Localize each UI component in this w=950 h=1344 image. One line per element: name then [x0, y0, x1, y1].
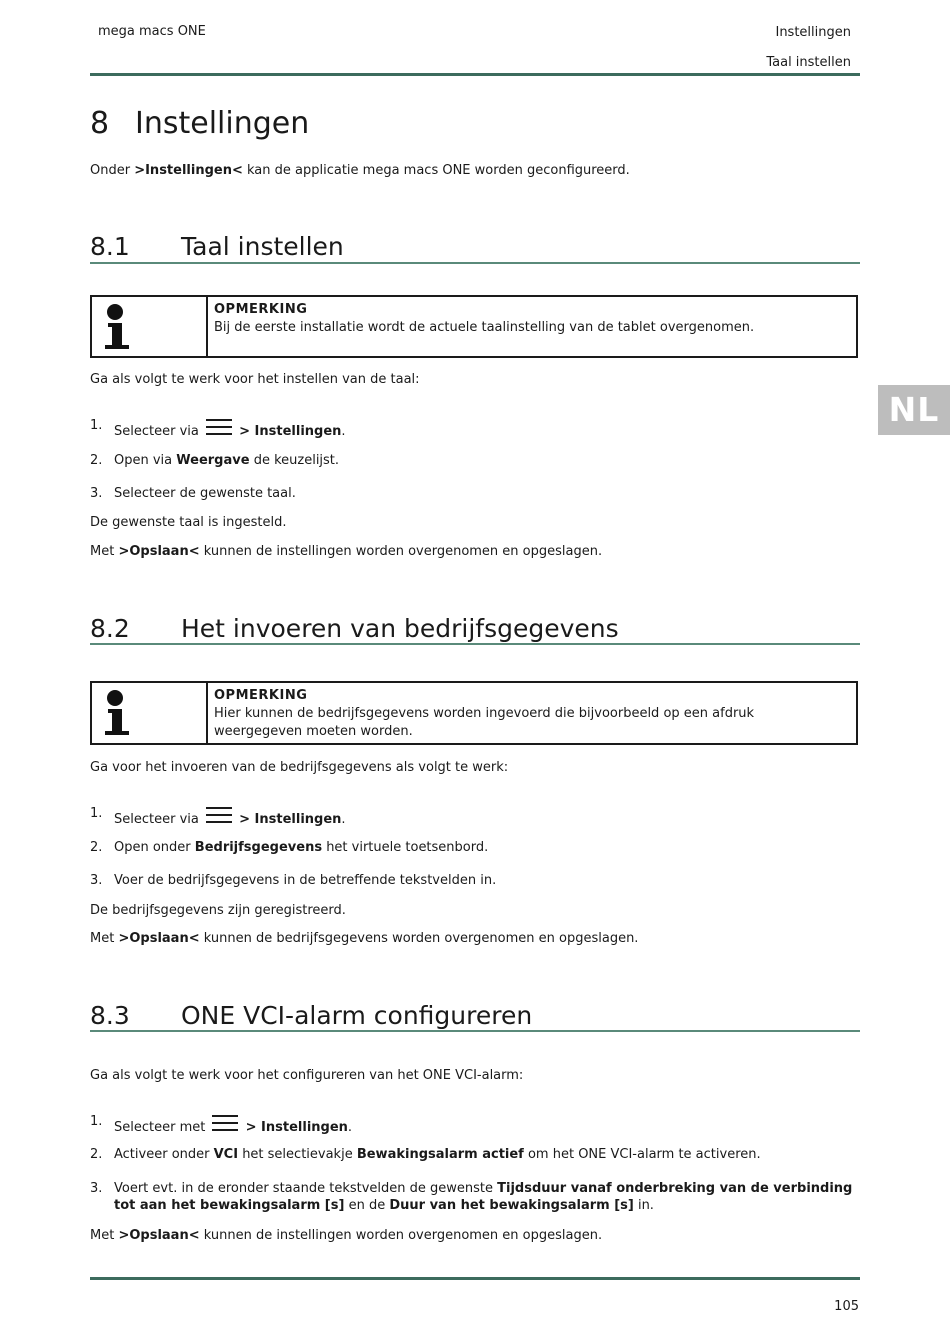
page-number: 105: [834, 1299, 859, 1314]
info-icon: [102, 689, 132, 737]
note-box: [90, 295, 858, 358]
save-text: Met >Opslaan< kunnen de instellingen worden overgenomen en opgeslagen.: [90, 544, 603, 559]
section-heading-8-2: 8.2 Het invoeren van bedrijfsgegevens: [90, 614, 619, 643]
header-section: Taal instellen: [766, 55, 851, 70]
note-text: Bij de eerste installatie wordt de actuele taalinstelling van de tablet overgenomen.: [214, 320, 755, 335]
info-icon: [102, 303, 132, 351]
chapter-number: 8: [90, 106, 110, 141]
section-rule: [90, 643, 860, 645]
section-rule: [90, 1030, 860, 1032]
note-text: Hier kunnen de bedrijfsgegevens worden ingevoerd die bijvoorbeeld op een afdruk weergegeven moeten worden.: [214, 706, 755, 739]
hamburger-menu-icon: [205, 805, 233, 825]
note-title: OPMERKING: [214, 302, 308, 317]
instruction-lead: Ga als volgt te werk voor het configureren van het ONE VCI-alarm:: [90, 1068, 524, 1083]
note-title: OPMERKING: [214, 688, 308, 703]
section-rule: [90, 262, 860, 264]
result-text: De bedrijfsgegevens zijn geregistreerd.: [90, 903, 346, 918]
section-heading-8-3: 8.3 ONE VCI-alarm configureren: [90, 1001, 533, 1030]
instruction-lead: Ga als volgt te werk voor het instellen van de taal:: [90, 372, 420, 387]
footer-rule: [90, 1277, 860, 1280]
note-box: [90, 681, 858, 745]
section-heading-8-1: 8.1 Taal instellen: [90, 232, 344, 261]
result-text: De gewenste taal is ingesteld.: [90, 515, 287, 530]
chapter-title: Instellingen: [135, 106, 310, 141]
header-rule: [90, 73, 860, 76]
chapter-intro: Onder >Instellingen< kan de applicatie mega macs ONE worden geconfigureerd.: [90, 163, 630, 178]
chapter-heading: [90, 106, 309, 141]
hamburger-menu-icon: [205, 417, 233, 437]
instruction-lead: Ga voor het invoeren van de bedrijfsgegevens als volgt te werk:: [90, 760, 509, 775]
header-chapter: Instellingen: [775, 25, 851, 40]
save-text: Met >Opslaan< kunnen de instellingen worden overgenomen en opgeslagen.: [90, 1228, 603, 1243]
language-tab: NL: [878, 385, 950, 435]
save-text: Met >Opslaan< kunnen de bedrijfsgegevens worden overgenomen en opgeslagen.: [90, 931, 639, 946]
hamburger-menu-icon: [211, 1113, 239, 1133]
header-product: mega macs ONE: [98, 24, 206, 39]
